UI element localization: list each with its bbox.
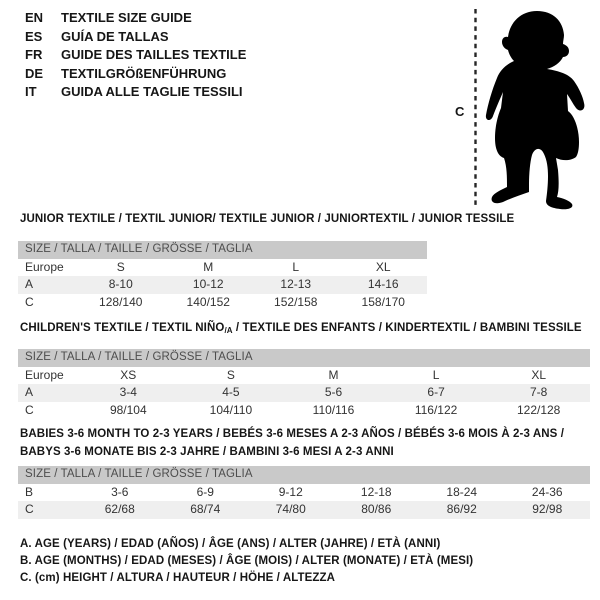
size-cell: 3-6 — [111, 484, 129, 499]
language-row — [25, 9, 246, 28]
note-age-years: A. AGE (YEARS) / EDAD (AÑOS) / ÂGE (ANS) / ALTER (JAHRE) / ETÀ (ANNI) — [20, 538, 441, 550]
size-cell: 128/140 — [99, 294, 143, 309]
row-label: B — [25, 484, 34, 499]
size-cell: 6-9 — [196, 484, 214, 499]
size-table-header: SIZE / TALLA / TAILLE / GRÖSSE / TAGLIA — [18, 241, 427, 259]
table-row-europe — [18, 259, 427, 277]
size-cell: 5-6 — [324, 385, 343, 399]
size-cell: 62/68 — [104, 502, 135, 516]
language-row — [25, 65, 246, 84]
language-row — [25, 28, 246, 47]
size-table-babies — [18, 466, 590, 519]
section-title-line1: BABIES 3-6 MONTH TO 2-3 YEARS / BEBÉS 3-6 MESES A 2-3 AÑOS / BÉBÉS 3-6 MOIS À 2-3 ANS / — [20, 428, 564, 440]
language-row — [25, 83, 246, 102]
size-cell: 152/158 — [274, 294, 318, 309]
language-code: ES — [25, 28, 43, 44]
language-legend — [25, 9, 246, 102]
table-row-height — [18, 402, 590, 420]
size-cell: 68/74 — [190, 502, 221, 516]
section-title-junior: JUNIOR TEXTILE / TEXTIL JUNIOR/ TEXTILE JUNIOR / JUNIORTEXTIL / JUNIOR TESSILE — [20, 213, 515, 225]
size-cell: 4-5 — [222, 385, 240, 399]
size-cell: 7-8 — [530, 385, 548, 399]
size-cell: 3-4 — [119, 385, 137, 399]
table-row-height — [18, 501, 590, 519]
size-cell: 12-13 — [280, 277, 312, 291]
language-title: GUIDA ALLE TAGLIE TESSILI — [61, 84, 243, 100]
size-cell: XS — [120, 367, 137, 382]
table-row-europe — [18, 367, 590, 385]
height-measure-label: C — [455, 104, 465, 119]
size-cell: 158/170 — [361, 294, 405, 309]
language-row — [25, 46, 246, 65]
size-cell: 9-12 — [278, 484, 303, 499]
row-label: C — [25, 502, 34, 516]
size-cell: S — [226, 367, 235, 382]
size-cell: XL — [531, 367, 547, 382]
size-cell: S — [116, 259, 125, 274]
size-cell: 110/116 — [312, 402, 355, 417]
size-cell: 14-16 — [367, 277, 399, 291]
row-label: A — [25, 385, 34, 399]
size-cell: 92/98 — [532, 502, 563, 516]
size-cell: M — [203, 259, 214, 274]
size-cell: 6-7 — [427, 385, 445, 399]
legend-notes — [20, 536, 473, 588]
size-cell: 104/110 — [209, 402, 253, 417]
size-cell: 80/86 — [361, 502, 392, 516]
baby-silhouette-icon — [483, 8, 589, 210]
section-title-text: / TEXTILE DES ENFANTS / KINDERTEXTIL / BAMBINI TESSILE — [232, 322, 582, 334]
size-table-header: SIZE / TALLA / TAILLE / GRÖSSE / TAGLIA — [18, 466, 590, 484]
table-row-age — [18, 276, 427, 294]
section-title-subscript: /A — [224, 326, 233, 335]
note-age-months: B. AGE (MONTHS) / EDAD (MESES) / ÂGE (MOIS) / ALTER (MONATE) / ETÀ (MESI) — [20, 555, 474, 568]
language-title: GUÍA DE TALLAS — [61, 28, 169, 44]
row-label: C — [25, 402, 34, 417]
language-code: DE — [25, 65, 44, 81]
size-cell: 24-36 — [531, 484, 563, 499]
size-cell: 10-12 — [192, 277, 224, 291]
section-title-line2: BABYS 3-6 MONATE BIS 2-3 JAHRE / BAMBINI 3-6 MESI A 2-3 ANNI — [20, 445, 394, 458]
language-code: IT — [25, 84, 37, 100]
size-cell: 86/92 — [446, 502, 477, 516]
row-label: C — [25, 294, 34, 309]
section-title-text: CHILDREN'S TEXTILE / TEXTIL NIÑO — [20, 322, 225, 334]
language-title: GUIDE DES TAILLES TEXTILE — [61, 47, 247, 63]
section-title-children — [20, 322, 582, 335]
table-row-age — [18, 384, 590, 402]
language-title: TEXTILGRÖßENFÜHRUNG — [61, 65, 227, 81]
size-table-header: SIZE / TALLA / TAILLE / GRÖSSE / TAGLIA — [18, 349, 590, 367]
table-row-months — [18, 484, 590, 502]
size-cell: 74/80 — [275, 502, 306, 516]
size-table-children — [18, 349, 590, 419]
language-code: EN — [25, 10, 44, 25]
size-cell: M — [328, 367, 339, 382]
row-label: A — [25, 277, 34, 291]
size-cell: 18-24 — [446, 484, 478, 499]
size-cell: 98/104 — [109, 402, 147, 417]
language-title: TEXTILE SIZE GUIDE — [61, 10, 192, 25]
table-row-height — [18, 294, 427, 312]
size-cell: 140/152 — [186, 294, 230, 309]
size-cell: 116/122 — [414, 402, 458, 417]
size-table-junior — [18, 241, 427, 311]
size-cell: 12-18 — [360, 484, 392, 499]
note-height: C. (cm) HEIGHT / ALTURA / HAUTEUR / HÖHE / ALTEZZA — [20, 572, 336, 585]
height-measure-dashed-line — [473, 8, 478, 208]
row-label: Europe — [25, 259, 64, 274]
size-cell: XL — [375, 259, 391, 274]
size-cell: 122/128 — [516, 402, 561, 417]
row-label: Europe — [25, 367, 64, 382]
size-cell: 8-10 — [108, 277, 133, 291]
section-title-babies — [20, 426, 585, 461]
language-code: FR — [25, 47, 43, 63]
size-cell: L — [432, 367, 440, 382]
size-cell: L — [292, 259, 300, 274]
